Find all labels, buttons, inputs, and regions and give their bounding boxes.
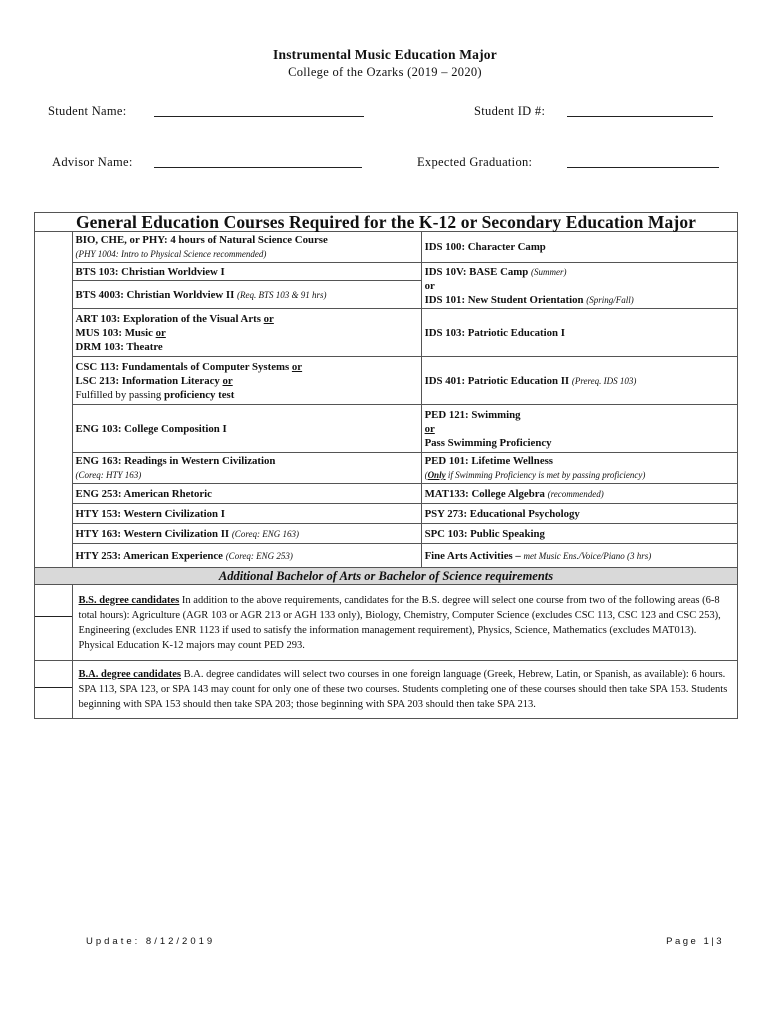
course-ids-401: IDS 401: Patriotic Education II (Prereq. IDS 103) bbox=[421, 357, 737, 405]
advisor-name-field[interactable] bbox=[154, 155, 362, 168]
course-ids-10v-or-101: IDS 10V: BASE Camp (Summer) or IDS 101: New Student Orientation (Spring/Fall) bbox=[421, 263, 737, 309]
course-hty-253: HTY 253: American Experience (Coreq: ENG 253) bbox=[72, 544, 421, 568]
course-ids-103: IDS 103: Patriotic Education I bbox=[421, 309, 737, 357]
course-hty-153: HTY 153: Western Civilization I bbox=[72, 504, 421, 524]
course-ids-100: IDS 100: Character Camp bbox=[421, 232, 737, 263]
student-id-field[interactable] bbox=[567, 104, 713, 117]
course-fine-arts: Fine Arts Activities – met Music Ens./Voice/Piano (3 hrs) bbox=[421, 544, 737, 568]
course-psy-273: PSY 273: Educational Psychology bbox=[421, 504, 737, 524]
course-natural-science: BIO, CHE, or PHY: 4 hours of Natural Science Course (PHY 1004: Intro to Physical Science recommended) bbox=[72, 232, 421, 263]
ba-requirements: B.A. degree candidates B.A. degree candidates will select two courses in one foreign language (Greek, Hebrew, Latin, or Spanish, as available): 6 hours. SPA 113, SPA 123, or SPA 143 may count for only one of these two courses. Students completing one of these courses should then take SPA 153. Students beginning with SPA 153 should then take SPA 203; those beginning with SPA 203 should then take SPA 213. bbox=[72, 661, 737, 719]
ba-checkbox[interactable] bbox=[35, 661, 73, 719]
course-bts-4003: BTS 4003: Christian Worldview II (Req. BTS 103 & 91 hrs) bbox=[72, 281, 421, 309]
student-name-field[interactable] bbox=[154, 104, 364, 117]
course-computing-option: CSC 113: Fundamentals of Computer Systems or LSC 213: Information Literacy or Fulfilled by passing proficiency test bbox=[72, 357, 421, 405]
course-ped-101: PED 101: Lifetime Wellness (Only if Swimming Proficiency is met by passing proficiency) bbox=[421, 453, 737, 484]
student-name-label: Student Name: bbox=[48, 104, 127, 118]
expected-graduation-field[interactable] bbox=[567, 155, 719, 168]
gen-ed-table bbox=[34, 212, 738, 719]
document-header bbox=[0, 47, 770, 80]
course-bts-103: BTS 103: Christian Worldview I bbox=[72, 263, 421, 281]
document-subtitle: College of the Ozarks (2019 – 2020) bbox=[288, 65, 482, 79]
update-date: Update: 8/12/2019 bbox=[86, 936, 216, 947]
student-id-label: Student ID #: bbox=[474, 104, 546, 118]
document-title: Instrumental Music Education Major bbox=[273, 47, 497, 62]
course-eng-253: ENG 253: American Rhetoric bbox=[72, 484, 421, 504]
expected-graduation-label: Expected Graduation: bbox=[417, 155, 533, 169]
advisor-name-label: Advisor Name: bbox=[52, 155, 133, 169]
page-number: Page 1|3 bbox=[666, 936, 724, 947]
course-arts-option: ART 103: Exploration of the Visual Arts or MUS 103: Music or DRM 103: Theatre bbox=[72, 309, 421, 357]
course-ped-121: PED 121: Swimming or Pass Swimming Proficiency bbox=[421, 405, 737, 453]
bs-checkbox[interactable] bbox=[35, 585, 73, 661]
course-mat-133: MAT133: College Algebra (recommended) bbox=[421, 484, 737, 504]
course-spc-103: SPC 103: Public Speaking bbox=[421, 524, 737, 544]
bs-requirements: B.S. degree candidates In addition to the above requirements, candidates for the B.S. degree will select one course from two of the following areas (6-8 total hours): Agriculture (AGR 103 or AGR 213 or AGH 133 only), Biology, Chemistry, Computer Science (excludes CSC 113, CSC 123 and CSC 253), Engineering (excludes ENR 1123 if used to satisfy the information management requirement), Physics, Science, Mathematics (excludes MAT013). Physical Education K-12 majors may count PED 293. bbox=[72, 585, 737, 661]
checkbox-column[interactable] bbox=[35, 232, 73, 568]
additional-requirements-heading: Additional Bachelor of Arts or Bachelor of Science requirements bbox=[35, 568, 738, 585]
course-eng-163: ENG 163: Readings in Western Civilization (Coreq: HTY 163) bbox=[72, 453, 421, 484]
course-eng-103: ENG 103: College Composition I bbox=[72, 405, 421, 453]
course-hty-163: HTY 163: Western Civilization II (Coreq: ENG 163) bbox=[72, 524, 421, 544]
gen-ed-heading: General Education Courses Required for the K-12 or Secondary Education Major bbox=[35, 213, 738, 232]
